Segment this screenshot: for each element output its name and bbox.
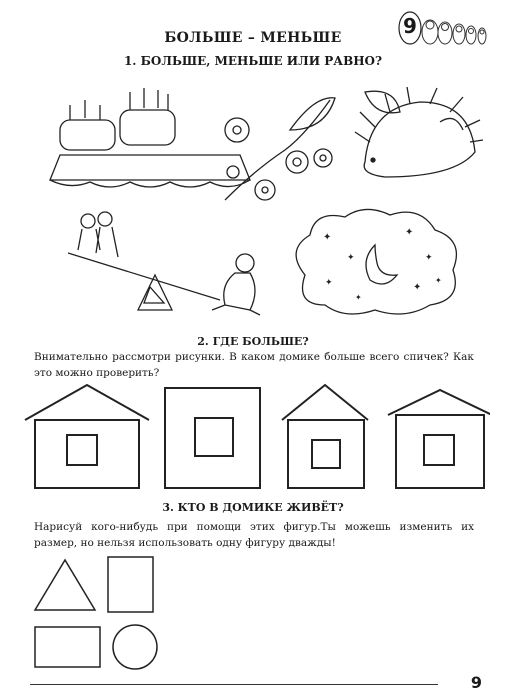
flower-branch-icon [205,90,345,215]
matchstick-house-icon [25,385,149,488]
section-3-text: Нарисуй кого-нибудь при помощи этих фигур.Ты можешь изменить их размер, но нельзя использовать одну фигуру дважды! [34,521,474,549]
wide-rectangle-icon [35,627,100,667]
circle-icon [113,625,157,669]
matchstick-houses [20,380,490,495]
svg-text:✦: ✦ [323,232,332,243]
section-2-text: Внимательно рассмотри рисунки. В каком домике больше всего спичек? Как это можно проверить? [34,351,474,379]
chapter-number: 9 [403,14,417,38]
svg-text:✦: ✦ [347,253,355,263]
page-number: 9 [470,673,482,692]
matchstick-house-icon [388,390,490,488]
svg-text:✦: ✦ [405,227,414,238]
night-cloud-icon [285,205,465,320]
seesaw-children-icon [60,205,270,320]
svg-text:✦: ✦ [425,253,433,263]
section-3-title: 3. КТО В ДОМИКЕ ЖИВЁТ? [162,501,344,514]
svg-text:✦: ✦ [355,293,362,302]
section-2-title: 2. ГДЕ БОЛЬШЕ? [197,335,309,348]
page-title: БОЛЬШЕ – МЕНЬШЕ [164,30,342,46]
footer-divider [30,684,438,685]
svg-text:✦: ✦ [435,276,442,285]
section-1-title: 1. БОЛЬШЕ, МЕНЬШЕ ИЛИ РАВНО? [123,54,383,68]
matchstick-house-icon [165,388,260,488]
rectangle-icon [108,557,153,612]
hedgehog-icon [345,82,485,187]
svg-text:✦: ✦ [325,278,333,288]
shapes-set [30,552,180,677]
svg-text:✦: ✦ [413,282,422,293]
triangle-icon [35,560,95,610]
matchstick-house-icon [282,385,368,488]
